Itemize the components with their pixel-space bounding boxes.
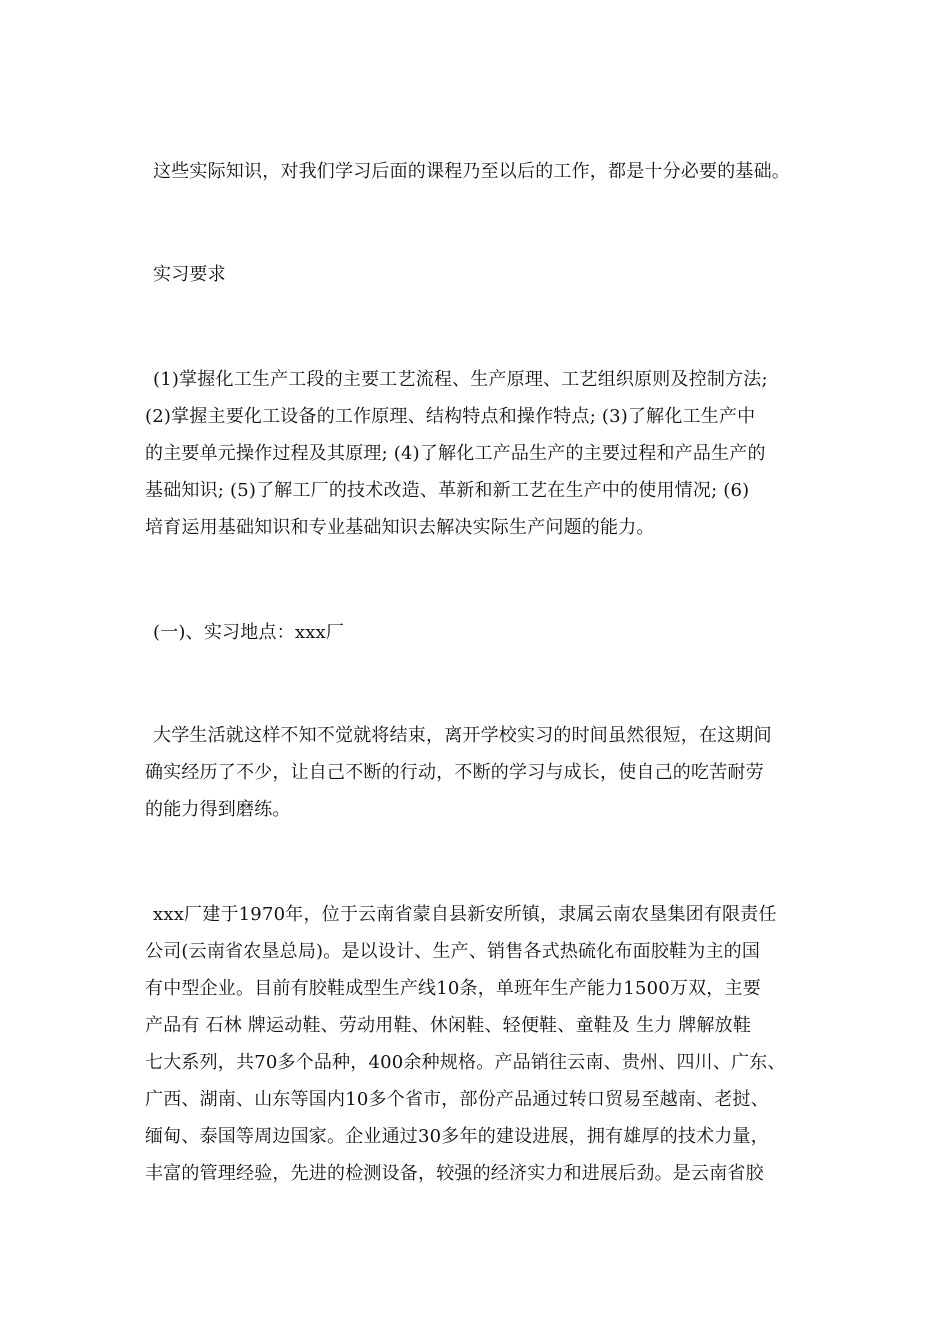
paragraph-line: 丰富的管理经验，先进的检测设备，较强的经济实力和进展后劲。是云南省胶 bbox=[145, 1163, 764, 1184]
section-heading-location bbox=[145, 614, 825, 651]
paragraph-line: 有中型企业。目前有胶鞋成型生产线10条，单班年生产能力1500万双，主要 bbox=[145, 978, 761, 999]
paragraph-line: 七大系列，共70多个品种，400余种规格。产品销往云南、贵州、四川、广东、 bbox=[145, 1052, 786, 1073]
factory-paragraph bbox=[145, 896, 825, 1192]
paragraph-line: 广西、湖南、山东等国内10多个省市，部份产品通过转口贸易至越南、老挝、 bbox=[145, 1089, 769, 1110]
paragraph-line: 产品有 石林 牌运动鞋、劳动用鞋、休闲鞋、轻便鞋、童鞋及 生力 牌解放鞋 bbox=[145, 1015, 752, 1036]
section-heading-requirements bbox=[145, 256, 825, 293]
paragraph-line: (2)掌握主要化工设备的工作原理、结构特点和操作特点; (3)了解化工生产中 bbox=[145, 406, 756, 427]
paragraph-line: 的主要单元操作过程及其原理; (4)了解化工产品生产的主要过程和产品生产的 bbox=[145, 443, 766, 464]
heading-text: (一)、实习地点：xxx厂 bbox=[153, 622, 345, 643]
paragraph-line: 缅甸、泰国等周边国家。企业通过30多年的建设进展，拥有雄厚的技术力量， bbox=[145, 1126, 769, 1147]
paragraph-line: 公司(云南省农垦总局)。是以设计、生产、销售各式热硫化布面胶鞋为主的国 bbox=[145, 941, 761, 962]
paragraph-line: xxx厂建于1970年，位于云南省蒙自县新安所镇，隶属云南农垦集团有限责任 bbox=[153, 904, 777, 925]
paragraph-line: 的能力得到磨练。 bbox=[145, 799, 291, 820]
college-life-paragraph bbox=[145, 717, 825, 828]
paragraph-line: (1)掌握化工生产工段的主要工艺流程、生产原理、工艺组织原则及控制方法; bbox=[153, 369, 768, 390]
intro-paragraph bbox=[145, 153, 825, 190]
paragraph-line: 确实经历了不少，让自己不断的行动，不断的学习与成长，使自己的吃苦耐劳 bbox=[145, 762, 764, 783]
requirements-paragraph bbox=[145, 361, 825, 546]
paragraph-line: 这些实际知识，对我们学习后面的课程乃至以后的工作，都是十分必要的基础。 bbox=[153, 161, 790, 182]
paragraph-line: 基础知识; (5)了解工厂的技术改造、革新和新工艺在生产中的使用情况; (6) bbox=[145, 480, 750, 501]
paragraph-line: 大学生活就这样不知不觉就将结束，离开学校实习的时间虽然很短，在这期间 bbox=[153, 725, 772, 746]
heading-text: 实习要求 bbox=[153, 264, 226, 285]
paragraph-line: 培育运用基础知识和专业基础知识去解决实际生产问题的能力。 bbox=[145, 517, 655, 538]
